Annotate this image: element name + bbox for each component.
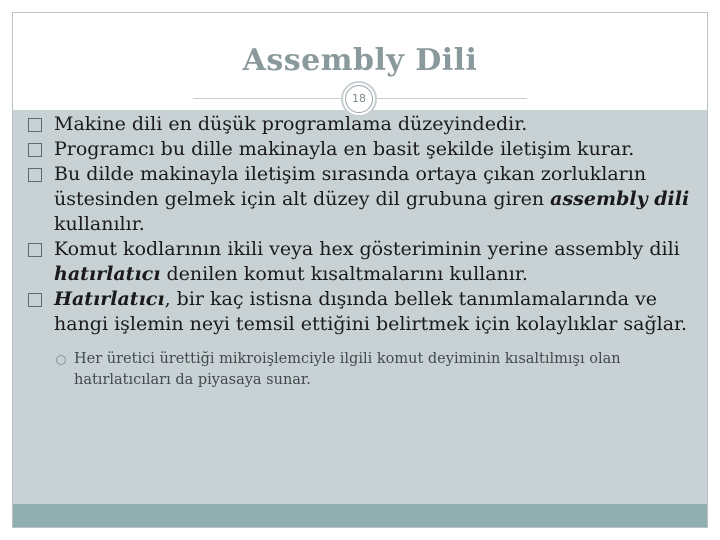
title-divider-left — [193, 98, 343, 99]
title-divider-right — [377, 98, 527, 99]
bullet-text: , bir kaç istisna dışında bellek tanımlamalarında ve hangi işlemin neyi temsil ettiğini belirtmek için kolaylıklar sağlar. — [54, 288, 688, 335]
bullet-emphasis: assembly dili — [550, 188, 690, 210]
bullet-item — [26, 112, 706, 137]
sub-bullet-text: Her üretici ürettiği mikroişlemciyle ilgili komut deyiminin kısaltılmışı olan hatırlatıcıları da piyasaya sunar. — [74, 351, 621, 388]
bullet-item — [26, 162, 706, 237]
page-number: 18 — [345, 85, 373, 113]
square-bullet-icon — [28, 243, 42, 257]
square-bullet-icon — [28, 118, 42, 132]
bullet-emphasis: hatırlatıcı — [54, 263, 161, 285]
bullet-text: denilen komut kısaltmalarını kullanır. — [160, 263, 528, 285]
sub-bullet-item — [26, 349, 674, 391]
bullet-item — [26, 137, 706, 162]
ring-bullet-icon — [56, 355, 66, 365]
bullet-text: Makine dili en düşük programlama düzeyindedir. — [54, 113, 528, 135]
bullet-item — [26, 287, 706, 337]
bullet-list — [26, 112, 706, 391]
bullet-text: Bu dilde makinayla iletişim sırasında ortaya çıkan zorlukların üstesinden gelmek için alt düzey dil grubuna giren — [54, 163, 647, 210]
bullet-text: Komut kodlarının ikili veya hex gösteriminin yerine assembly dili — [54, 238, 680, 260]
bullet-text: Programcı bu dille makinayla en basit şekilde iletişim kurar. — [54, 138, 635, 160]
square-bullet-icon — [28, 143, 42, 157]
bullet-item — [26, 237, 706, 287]
square-bullet-icon — [28, 168, 42, 182]
square-bullet-icon — [28, 293, 42, 307]
bullet-emphasis: Hatırlatıcı — [54, 288, 165, 310]
footer-bar — [13, 504, 707, 527]
bullet-text: kullanılır. — [54, 213, 145, 235]
slide-title: Assembly Dili — [242, 43, 478, 78]
